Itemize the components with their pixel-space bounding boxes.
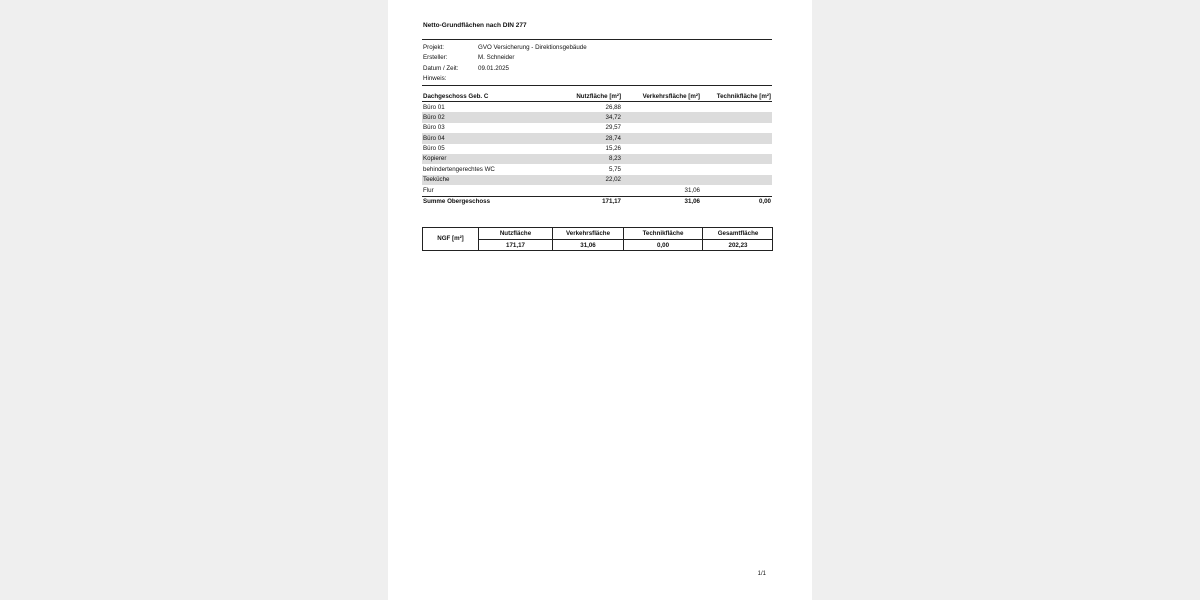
table-row — [422, 123, 772, 133]
header-verkehrsflaeche: Verkehrsfläche [m²] — [642, 92, 700, 100]
room-name: Büro 03 — [423, 124, 445, 132]
room-name: Flur — [423, 186, 434, 194]
table-row — [422, 102, 772, 112]
room-nutzflaeche: 29,57 — [605, 124, 621, 132]
room-table-body — [422, 102, 772, 196]
room-name: Kopierer — [423, 155, 447, 163]
ngf-value: 202,23 — [728, 242, 748, 249]
meta-ersteller-label: Ersteller: — [423, 54, 448, 61]
table-row — [422, 112, 772, 122]
meta-datum-value: 09.01.2025 — [478, 65, 509, 72]
meta-hinweis — [423, 75, 446, 82]
ngf-value: 31,06 — [580, 242, 596, 249]
room-nutzflaeche: 22,02 — [605, 176, 621, 184]
room-nutzflaeche: 8,23 — [608, 155, 621, 163]
room-table-header — [422, 91, 772, 102]
meta-datum-label: Datum / Zeit: — [423, 65, 459, 72]
ngf-col-nutzflaeche — [478, 228, 552, 250]
ngf-label: NGF [m²] — [437, 235, 464, 242]
header-technikflaeche: Technikfläche [m²] — [716, 92, 771, 100]
sum-row — [422, 196, 772, 207]
document-page — [388, 0, 812, 600]
ngf-summary-table — [422, 227, 773, 251]
ngf-header: Technikfläche — [624, 228, 702, 240]
ngf-col-technikflaeche — [623, 228, 702, 250]
meta-ersteller-value: M. Schneider — [478, 54, 515, 61]
meta-projekt — [423, 44, 587, 51]
document-title: Netto-Grundflächen nach DIN 277 — [423, 22, 527, 29]
room-name: behindertengerechtes WC — [423, 165, 495, 173]
room-name: Büro 05 — [423, 145, 445, 153]
room-nutzflaeche: 5,75 — [608, 165, 621, 173]
sum-label: Summe Obergeschoss — [423, 198, 491, 206]
room-nutzflaeche: 34,72 — [605, 113, 621, 121]
meta-ersteller — [423, 54, 515, 61]
table-row — [422, 154, 772, 164]
room-nutzflaeche: 26,88 — [605, 103, 621, 111]
ngf-value: 171,17 — [506, 242, 525, 249]
header-nutzflaeche: Nutzfläche [m²] — [576, 92, 621, 100]
sum-verkehrsflaeche: 31,06 — [684, 198, 700, 206]
room-nutzflaeche: 15,26 — [605, 145, 621, 153]
table-row — [422, 164, 772, 174]
header-floor-name: Dachgeschoss Geb. C — [423, 92, 489, 100]
room-name: Büro 01 — [423, 103, 445, 111]
meta-datum — [423, 65, 509, 72]
ngf-col-verkehrsflaeche — [552, 228, 623, 250]
room-name: Büro 02 — [423, 113, 445, 121]
table-row — [422, 133, 772, 143]
meta-projekt-value: GVO Versicherung - Direktionsgebäude — [478, 44, 587, 51]
table-row — [422, 175, 772, 185]
room-verkehrsflaeche: 31,06 — [684, 186, 700, 194]
ngf-value: 0,00 — [656, 242, 670, 249]
meta-divider — [422, 85, 772, 86]
ngf-header: Verkehrsfläche — [553, 228, 623, 240]
page-indicator: 1/1 — [757, 571, 766, 577]
sum-technikflaeche: 0,00 — [758, 198, 771, 206]
room-name: Büro 04 — [423, 134, 445, 142]
ngf-col-gesamtflaeche — [702, 228, 773, 250]
room-nutzflaeche: 28,74 — [605, 134, 621, 142]
sum-nutzflaeche: 171,17 — [602, 198, 621, 206]
table-row — [422, 185, 772, 195]
header-divider — [422, 39, 772, 40]
table-row — [422, 144, 772, 154]
ngf-header: Nutzfläche — [479, 228, 552, 240]
room-name: Teeküche — [423, 176, 450, 184]
meta-hinweis-label: Hinweis: — [423, 75, 447, 82]
ngf-header: Gesamtfläche — [703, 228, 773, 240]
meta-projekt-label: Projekt: — [423, 44, 444, 51]
room-table — [422, 91, 772, 207]
